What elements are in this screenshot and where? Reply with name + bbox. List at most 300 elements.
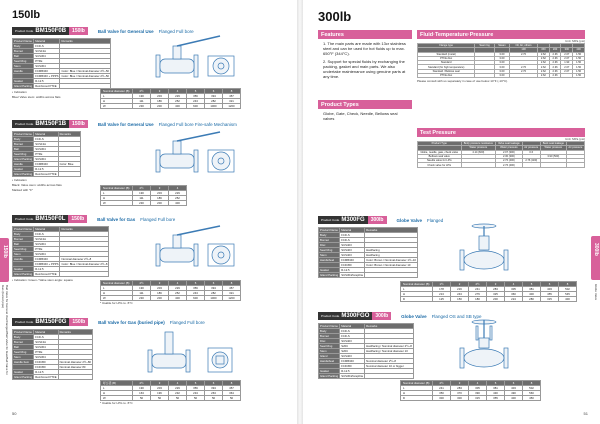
table-cell: Color: Blue / Nominal diameter 2½~50: [61, 69, 109, 73]
row-label: Ball: [13, 345, 34, 350]
table-row: [101, 296, 241, 301]
table-cell: [365, 273, 418, 278]
dimension-table: Nominal diameter (B) 2½ 3 4 5 6 8 L 190 203 229 356 394 457 H 111 186 252 243 282 321 W 230 200 400 600 1000 1200 * Usable for LPG to -5°C: [100, 280, 241, 305]
table-cell: 163: [133, 391, 151, 396]
table-cell: 203: [151, 191, 169, 196]
table-cell: 200: [487, 297, 505, 302]
column-header: Back seat leakage: [540, 142, 566, 146]
column-header: 2½: [133, 89, 151, 94]
row-label: L: [101, 286, 133, 291]
table-cell: 186: [151, 196, 169, 201]
column-header: Remarks: [60, 227, 109, 232]
table-cell: 3.90 (560): [540, 154, 566, 158]
column-header: Product Type: [418, 142, 462, 146]
dimension-table: [400, 281, 577, 302]
table-cell: 321: [223, 99, 241, 104]
valve-drawing: [150, 30, 250, 84]
product-code: BM150F0L: [35, 216, 66, 222]
table-cell: 229: [169, 191, 187, 196]
table-cell: 400: [169, 296, 187, 301]
dimension-table: [100, 88, 241, 109]
table-cell: FCMB340 + PPPS: [35, 262, 59, 266]
row-label: Handle: [13, 257, 34, 262]
row-label: Gasket: [13, 370, 34, 375]
table-cell: 3.00: [494, 65, 509, 69]
row-label: Gland Packing: [14, 272, 33, 276]
column-header: Material: [34, 132, 58, 137]
table-cell: 50: [133, 396, 151, 401]
table-row: [401, 396, 541, 401]
table-cell: 2.62: [537, 52, 549, 56]
row-label: PTFE disc: [418, 74, 475, 78]
table-row: [13, 375, 93, 380]
row-label: Bonnet: [13, 142, 34, 147]
table-row: [319, 258, 418, 263]
table-cell: [475, 74, 495, 78]
row-label: Gland Packing: [14, 157, 33, 161]
features-title: Features: [318, 30, 412, 39]
column-header: Nominal diameter (B): [101, 281, 133, 286]
row-label: Handwheel: [319, 258, 340, 263]
table-cell: 2.07: [561, 69, 573, 73]
table-cell: Hardfacing: [365, 253, 418, 258]
column-header: 2½: [133, 281, 151, 286]
column-header: Body pressure resistance: [461, 142, 496, 146]
table-cell: Color: Brown / Nominal diameter 1½~10: [366, 258, 416, 262]
row-label: Stem: [319, 253, 340, 258]
table-cell: 360: [505, 292, 523, 297]
column-header: 6: [205, 281, 223, 286]
row-label: W: [101, 104, 133, 109]
row-label: Disc: [319, 243, 340, 248]
column-header: Seat ring: [475, 44, 495, 48]
table-cell: 450: [523, 396, 541, 401]
product-type: Ball Valve for Gas (buried pipe): [98, 319, 165, 325]
table-cell: 252: [169, 291, 187, 296]
product-section: [12, 120, 297, 128]
table-cell: 282: [205, 99, 223, 104]
row-label: Body: [13, 335, 34, 340]
table-cell: FCMB340: [340, 359, 365, 364]
product-types-text: Globe, Gate, Check, Needle, Bellows seal valves: [323, 111, 398, 122]
table-cell: FCD-S: [34, 137, 58, 142]
pressure-class: 150lb: [69, 27, 88, 35]
table-cell: 2.07: [561, 52, 573, 56]
section-tab[interactable]: 150lb: [0, 238, 9, 282]
table-row: [319, 374, 414, 379]
table-cell: FCMB340: [34, 257, 60, 262]
table-cell: FCMB340: [34, 162, 58, 167]
table-cell: 321: [223, 291, 241, 296]
table-cell: 1.50: [573, 74, 585, 78]
table-row: [418, 74, 585, 78]
table-row: [101, 104, 241, 109]
table-cell: 252: [169, 99, 187, 104]
feature-item: 1. The main parts are made with 13cr stainless steel and can be used for hot fluids up to max. 650°F (344°C).: [323, 41, 406, 57]
table-cell: [566, 163, 584, 167]
column-header: 300: [561, 48, 573, 52]
table-cell: 125: [433, 297, 451, 302]
product-code-box: Product Code BM150F0L: [12, 215, 68, 223]
column-header: Product Name: [14, 330, 32, 334]
row-label: Gasket: [319, 268, 340, 273]
material-table: [318, 323, 414, 379]
table-cell: 1200: [223, 296, 241, 301]
table-cell: SUS304/Graphite: [341, 374, 364, 378]
table-cell: 2.07 (300): [496, 150, 523, 154]
table-cell: Color: Blue / Nominal diameter 2½~8: [61, 262, 108, 266]
column-header: Water pressure: [540, 146, 566, 150]
column-header: Product Name: [14, 39, 32, 43]
row-label: Needle valve for LPG: [418, 159, 462, 163]
column-header: 200: [549, 48, 561, 52]
product-code-box: Product Code M300FGO: [318, 312, 372, 320]
table-cell: 3.00: [494, 69, 509, 73]
table-cell: 400: [169, 201, 187, 206]
row-label: H: [101, 291, 133, 296]
table-cell: SUS304: [34, 355, 58, 360]
table-row: [13, 162, 81, 167]
pressure-class: 150lb: [69, 120, 88, 128]
table-cell: 400: [559, 297, 577, 302]
table-cell: SUS403: [340, 248, 365, 253]
row-label: Handle: [13, 162, 34, 167]
table-cell: PTFE: [34, 247, 60, 252]
valve-drawing: [150, 222, 250, 272]
row-label: Ball: [13, 147, 34, 152]
row-label: L: [401, 386, 433, 391]
table-cell: [522, 163, 540, 167]
table-cell: 356: [187, 386, 205, 391]
row-label: D: [401, 297, 433, 302]
row-label: Gland Packing: [320, 273, 339, 277]
table-cell: Color: Blue: [58, 162, 80, 167]
table-cell: SUS304: [34, 242, 60, 247]
table-cell: Reinforced PTFE: [34, 84, 60, 89]
column-header: 100: [510, 48, 538, 52]
row-label: Body: [13, 44, 34, 49]
page-title: 150lb: [12, 9, 41, 21]
table-cell: 2.36: [549, 52, 561, 56]
table-cell: S20C: [340, 349, 365, 354]
page-title: 300lb: [318, 9, 352, 24]
table-cell: Nominal diameter 2½~8: [365, 359, 414, 364]
table-cell: R-12.5: [340, 369, 365, 374]
table-cell: 276: [469, 292, 487, 297]
table-cell: 2.36: [549, 65, 561, 69]
table-cell: 2.62: [537, 56, 549, 60]
row-label: L: [101, 94, 133, 99]
table-cell: FCMB340 + PPPS: [35, 74, 59, 78]
table-cell: 230: [133, 296, 151, 301]
table-cell: 3.00: [494, 74, 509, 78]
test-pressure: Test Pressure Unit: MPa (psi) Product Type Body pressure resistance Valve seat leakage Back seat leakage Water pressure Water pressure Air pressure Water pressure Air pressure Globe, needle, gate, check valve 4.14 (600) 2.07 (300) 0.6 Bellows seal valve 2.30 (300) 3.90 (560) Needle valve for LPG 2.76 (400) 2.76 (400) Check valve for LPG 2.76 (400): [417, 128, 585, 168]
column-header: 3: [151, 186, 169, 191]
column-header: 3: [151, 381, 169, 386]
row-label: W: [101, 296, 133, 301]
table-cell: 243: [451, 292, 469, 297]
table-row: [13, 84, 111, 89]
table-cell: 403: [541, 287, 559, 292]
table-cell: 252: [169, 196, 187, 201]
column-header: Product Name: [320, 324, 338, 328]
table-cell: 3.00: [494, 56, 509, 60]
table-cell: 457: [223, 286, 241, 291]
product-code-box: Product Code M300FG: [318, 216, 368, 224]
row-label: Bonnet: [13, 340, 34, 345]
table-cell: SCS13A: [34, 237, 60, 242]
product-type: Ball Valve for General Use: [97, 28, 154, 34]
section-tab[interactable]: 300lb: [591, 236, 600, 280]
column-header: 4: [505, 282, 523, 287]
table-row: [319, 273, 418, 278]
material-table: [12, 329, 93, 380]
table-cell: 224: [505, 297, 523, 302]
column-header: Valve seat leakage: [496, 142, 523, 146]
column-header: 4: [169, 89, 187, 94]
table-cell: 390: [469, 391, 487, 396]
pressure-class: 300lb: [368, 216, 387, 224]
table-cell: SUS403: [340, 243, 365, 248]
table-cell: 350: [433, 391, 451, 396]
product-code: M300FGO: [341, 313, 370, 319]
column-header: Nominal diameter (B): [401, 282, 433, 287]
column-header: Remarks: [60, 39, 111, 44]
table-cell: 203: [151, 286, 169, 291]
table-cell: Color: Brown / Nominal diameter 10: [365, 263, 418, 268]
column-header: 2: [451, 282, 469, 287]
table-cell: 457: [223, 94, 241, 99]
row-label: Gland Packing: [14, 84, 33, 88]
side-caption: Ball Valve for General Use/Flanged/Ball Valve for Gas/Ball Valve for Gas (buried pipe): [1, 285, 9, 375]
table-cell: 229: [169, 386, 187, 391]
row-label: Ball: [13, 242, 34, 247]
row-label: Standard (for high temperature): [418, 65, 475, 69]
product-code: M300FG: [341, 217, 365, 223]
column-header: 6: [505, 381, 523, 386]
table-cell: 600: [187, 296, 205, 301]
feature-item: 2. Support for special fluids by exchanging the packing, gasket and main parts. We also undertake maintenance using genuine parts at any time.: [323, 58, 406, 80]
table-cell: 282: [205, 291, 223, 296]
column-header: Product Name: [14, 132, 32, 136]
table-cell: SCS13A: [34, 340, 58, 345]
row-label: Body: [13, 232, 34, 237]
column-header: 5: [187, 89, 205, 94]
table-cell: S20C: [340, 344, 365, 349]
material-table: Product Name Material Remarks Body FCD-S Bonnet SCS13A Ball SUS304 Seat Ring PTFE Gland Packing SUS304 Handle FCMB340 Color: Blue Gasket R-12.5 Gland Packing Reinforced PTFE • Indication Black: Valve stem: widths across flats Marked with "F": [12, 131, 81, 192]
row-label: L: [101, 386, 133, 391]
table-cell: Reinforced PTFE: [35, 172, 57, 176]
table-cell: 300: [433, 396, 451, 401]
product-variant: Flanged: [427, 217, 444, 223]
test-title: Test Pressure: [417, 128, 585, 137]
table-cell: 545: [559, 292, 577, 297]
table-cell: 2.36: [549, 61, 561, 65]
column-header: 2½: [433, 381, 451, 386]
dimension-table: 呼び径 (B) 2½ 3 4 5 6 8 L 190 203 229 356 394 457 H 163 196 232 234 263 364 W 50 50 50 50 50 50 * Usable for LPG to -5°C: [100, 380, 241, 405]
product-variant: Flanged Full bore Fire-safe Mechanism: [158, 121, 237, 127]
table-cell: 263: [205, 391, 223, 396]
table-cell: SUS304/Graphite: [341, 273, 364, 277]
column-header: Air pressure: [522, 146, 540, 150]
table-cell: 430: [487, 391, 505, 396]
row-label: Standard: [418, 61, 475, 65]
table-cell: 400: [523, 292, 541, 297]
table-cell: 1.50: [573, 65, 585, 69]
table-cell: FCD-S: [340, 233, 365, 238]
table-cell: 2.70: [510, 65, 538, 69]
table-cell: 203: [151, 94, 169, 99]
table-cell: 600: [187, 104, 205, 109]
table-cell: SUS304: [34, 54, 60, 59]
row-label: Stem: [13, 355, 34, 360]
table-cell: Nominal diameter 2½~8: [60, 257, 109, 262]
table-cell: 355: [487, 396, 505, 401]
table-cell: 1.93: [561, 61, 573, 65]
table-cell: 394: [205, 386, 223, 391]
table-cell: 2.76 (400): [522, 159, 540, 163]
row-label: Seat Ring: [319, 248, 340, 253]
table-cell: Hardfacing / Nominal diameter 2½~8: [366, 344, 412, 348]
table-cell: FCD450: [34, 365, 58, 370]
column-header: Material: [340, 324, 365, 329]
column-header: 呼び径 (B): [101, 381, 133, 386]
column-header: Remarks: [365, 324, 414, 329]
table-cell: Color: Blue / Nominal diameter 2½~50: [61, 74, 109, 78]
row-label: Seat Ring: [13, 59, 34, 64]
table-cell: 394: [205, 94, 223, 99]
column-header: 4: [169, 381, 187, 386]
column-header: 6: [205, 89, 223, 94]
table-cell: 196: [151, 391, 169, 396]
column-header: Material: [34, 39, 60, 44]
table-cell: 502: [559, 287, 577, 292]
row-label: Stem: [13, 252, 34, 257]
column-header: 3: [487, 282, 505, 287]
table-cell: 403: [505, 386, 523, 391]
row-label: Seat Ring: [13, 350, 34, 355]
table-cell: 2.07: [561, 65, 573, 69]
fluid-temp-pressure: Fluid·Temperature·Pressure Unit: MPa (psi) Flange type Seat ring Steam Oil, Air, others 100 150 200 300 400 Standard (metal) 3.00 2.70 2.62 2.36 2.07 1.50 PTFE disc 3.00 2.62 2.36 2.07 1.50 Standard 3.00 2.62 2.36 1.93 1.50 Standard (for high temperature) 3.00 2.70 2.62 2.36 2.07 1.50 Standard / Bellows seal 3.00 2.70 2.62 2.36 2.07 1.50 PTFE disc 3.00 2.62 2.36 1.50 Please consult with us separately in case of use below 14°F (-10°C).: [417, 31, 585, 84]
table-cell: 232: [169, 391, 187, 396]
table-cell: [510, 74, 538, 78]
row-label: Check valve for LPG: [418, 163, 462, 167]
row-label: H: [101, 99, 133, 104]
table-cell: 502: [523, 386, 541, 391]
table-cell: SUS403: [340, 339, 365, 344]
row-label: Bellows seal valve: [418, 154, 462, 158]
product-section: [12, 318, 297, 326]
table-cell: 241: [433, 386, 451, 391]
column-header: Nominal diameter (B): [101, 89, 133, 94]
table-cell: 300: [451, 396, 469, 401]
table-cell: 50: [205, 396, 223, 401]
column-header: 8: [223, 281, 241, 286]
row-label: Gasket: [13, 267, 34, 272]
column-header: 8: [223, 89, 241, 94]
valve-drawing: [450, 222, 540, 274]
table-cell: 203: [151, 386, 169, 391]
row-label: Seat Ring: [319, 344, 340, 349]
table-cell: 1.50: [573, 56, 585, 60]
dimension-table: [100, 185, 187, 206]
row-label: Body: [319, 233, 340, 238]
table-cell: Nominal diameter 2½~80: [59, 360, 91, 364]
table-cell: PTFE: [34, 59, 60, 64]
table-cell: 230: [133, 104, 151, 109]
column-header: Material: [340, 228, 365, 233]
column-header: 4: [469, 381, 487, 386]
table-cell: Reinforced PTFE: [35, 375, 57, 379]
table-cell: 229: [169, 94, 187, 99]
table-cell: [60, 272, 109, 277]
row-label: Body: [319, 329, 340, 334]
table-cell: 315: [469, 396, 487, 401]
column-header: 6: [541, 282, 559, 287]
product-code: BM150F0G: [35, 319, 67, 325]
table-row: [418, 163, 585, 167]
column-header: Air pressure: [566, 146, 584, 150]
row-label: Body: [13, 137, 34, 142]
row-label: Standard / Bellows seal: [418, 69, 475, 73]
table-cell: 2.70: [510, 52, 538, 56]
fluid-title: Fluid·Temperature·Pressure: [417, 30, 585, 39]
material-table: Product Name Material Remarks Body FCD-S Bonnet SCS13A Ball SUS304 Seat Ring PTFE Stem SUS304 Handle FCMB340 Color: Blue / Nominal diameter 2½~50 FCMB340 + PPPS Color: Blue / Nominal diameter 2½~50 Gasket R-12.5 Gland Packing Reinforced PTFE • Indication Blue/ Valve stem: widths across flats: [12, 39, 109, 99]
material-table: Product Name Material Remarks Body FCD-S Bonnet SCS13A Ball SUS304 Seat Ring PTFE Stem SUS304 Handle FCMB340 Nominal diameter 2½~8 FCMB340 + PPPS Color: Blue / Nominal diameter 2½~8 Gasket R-12.5 Gland Packing Reinforced PTFE • Indication: Green / Valve stem angle: square: [12, 227, 108, 282]
product-code-box: Product Code BM150F0G: [12, 318, 69, 326]
table-cell: 213: [433, 292, 451, 297]
column-header: Material: [34, 227, 60, 232]
product-type: Globe Valve: [396, 217, 423, 223]
product-variant: Flanged Full bore: [169, 319, 205, 325]
column-header: Oil, Air, others: [510, 44, 538, 48]
column-header: Steam: [494, 44, 509, 48]
table-cell: SUS403: [340, 253, 365, 258]
table-cell: 325: [487, 292, 505, 297]
row-label: H: [101, 196, 133, 201]
table-cell: 234: [187, 391, 205, 396]
row-label: Bonnet: [319, 334, 340, 339]
column-header: Nominal diameter (B): [101, 186, 133, 191]
table-cell: FCMB340: [34, 69, 60, 74]
column-header: 5: [187, 381, 205, 386]
column-header: Product Name: [320, 228, 338, 232]
table-cell: FCD-S: [340, 329, 365, 334]
table-cell: 1200: [223, 104, 241, 109]
table-cell: 200: [151, 296, 169, 301]
table-cell: 200: [151, 201, 169, 206]
table-cell: FCD-S: [34, 335, 58, 340]
table-cell: FCD-S: [340, 238, 365, 243]
column-header: 2½: [133, 186, 151, 191]
table-cell: [540, 163, 566, 167]
column-header: Material: [34, 330, 58, 335]
page-number: 51: [583, 411, 588, 416]
table-cell: 111: [133, 291, 151, 296]
table-cell: 356: [187, 94, 205, 99]
right-page: [300, 0, 600, 424]
table-cell: 2.30 (300): [496, 154, 523, 158]
column-header: 2½: [133, 381, 151, 386]
row-label: Handle: [13, 69, 34, 74]
row-label: Handwheel: [319, 359, 340, 364]
table-cell: SUS304: [34, 147, 58, 152]
table-cell: 186: [151, 291, 169, 296]
row-label: Gland Packing: [14, 172, 33, 176]
row-label: Bonnet: [319, 238, 340, 243]
table-cell: 381: [523, 287, 541, 292]
table-cell: 400: [505, 396, 523, 401]
